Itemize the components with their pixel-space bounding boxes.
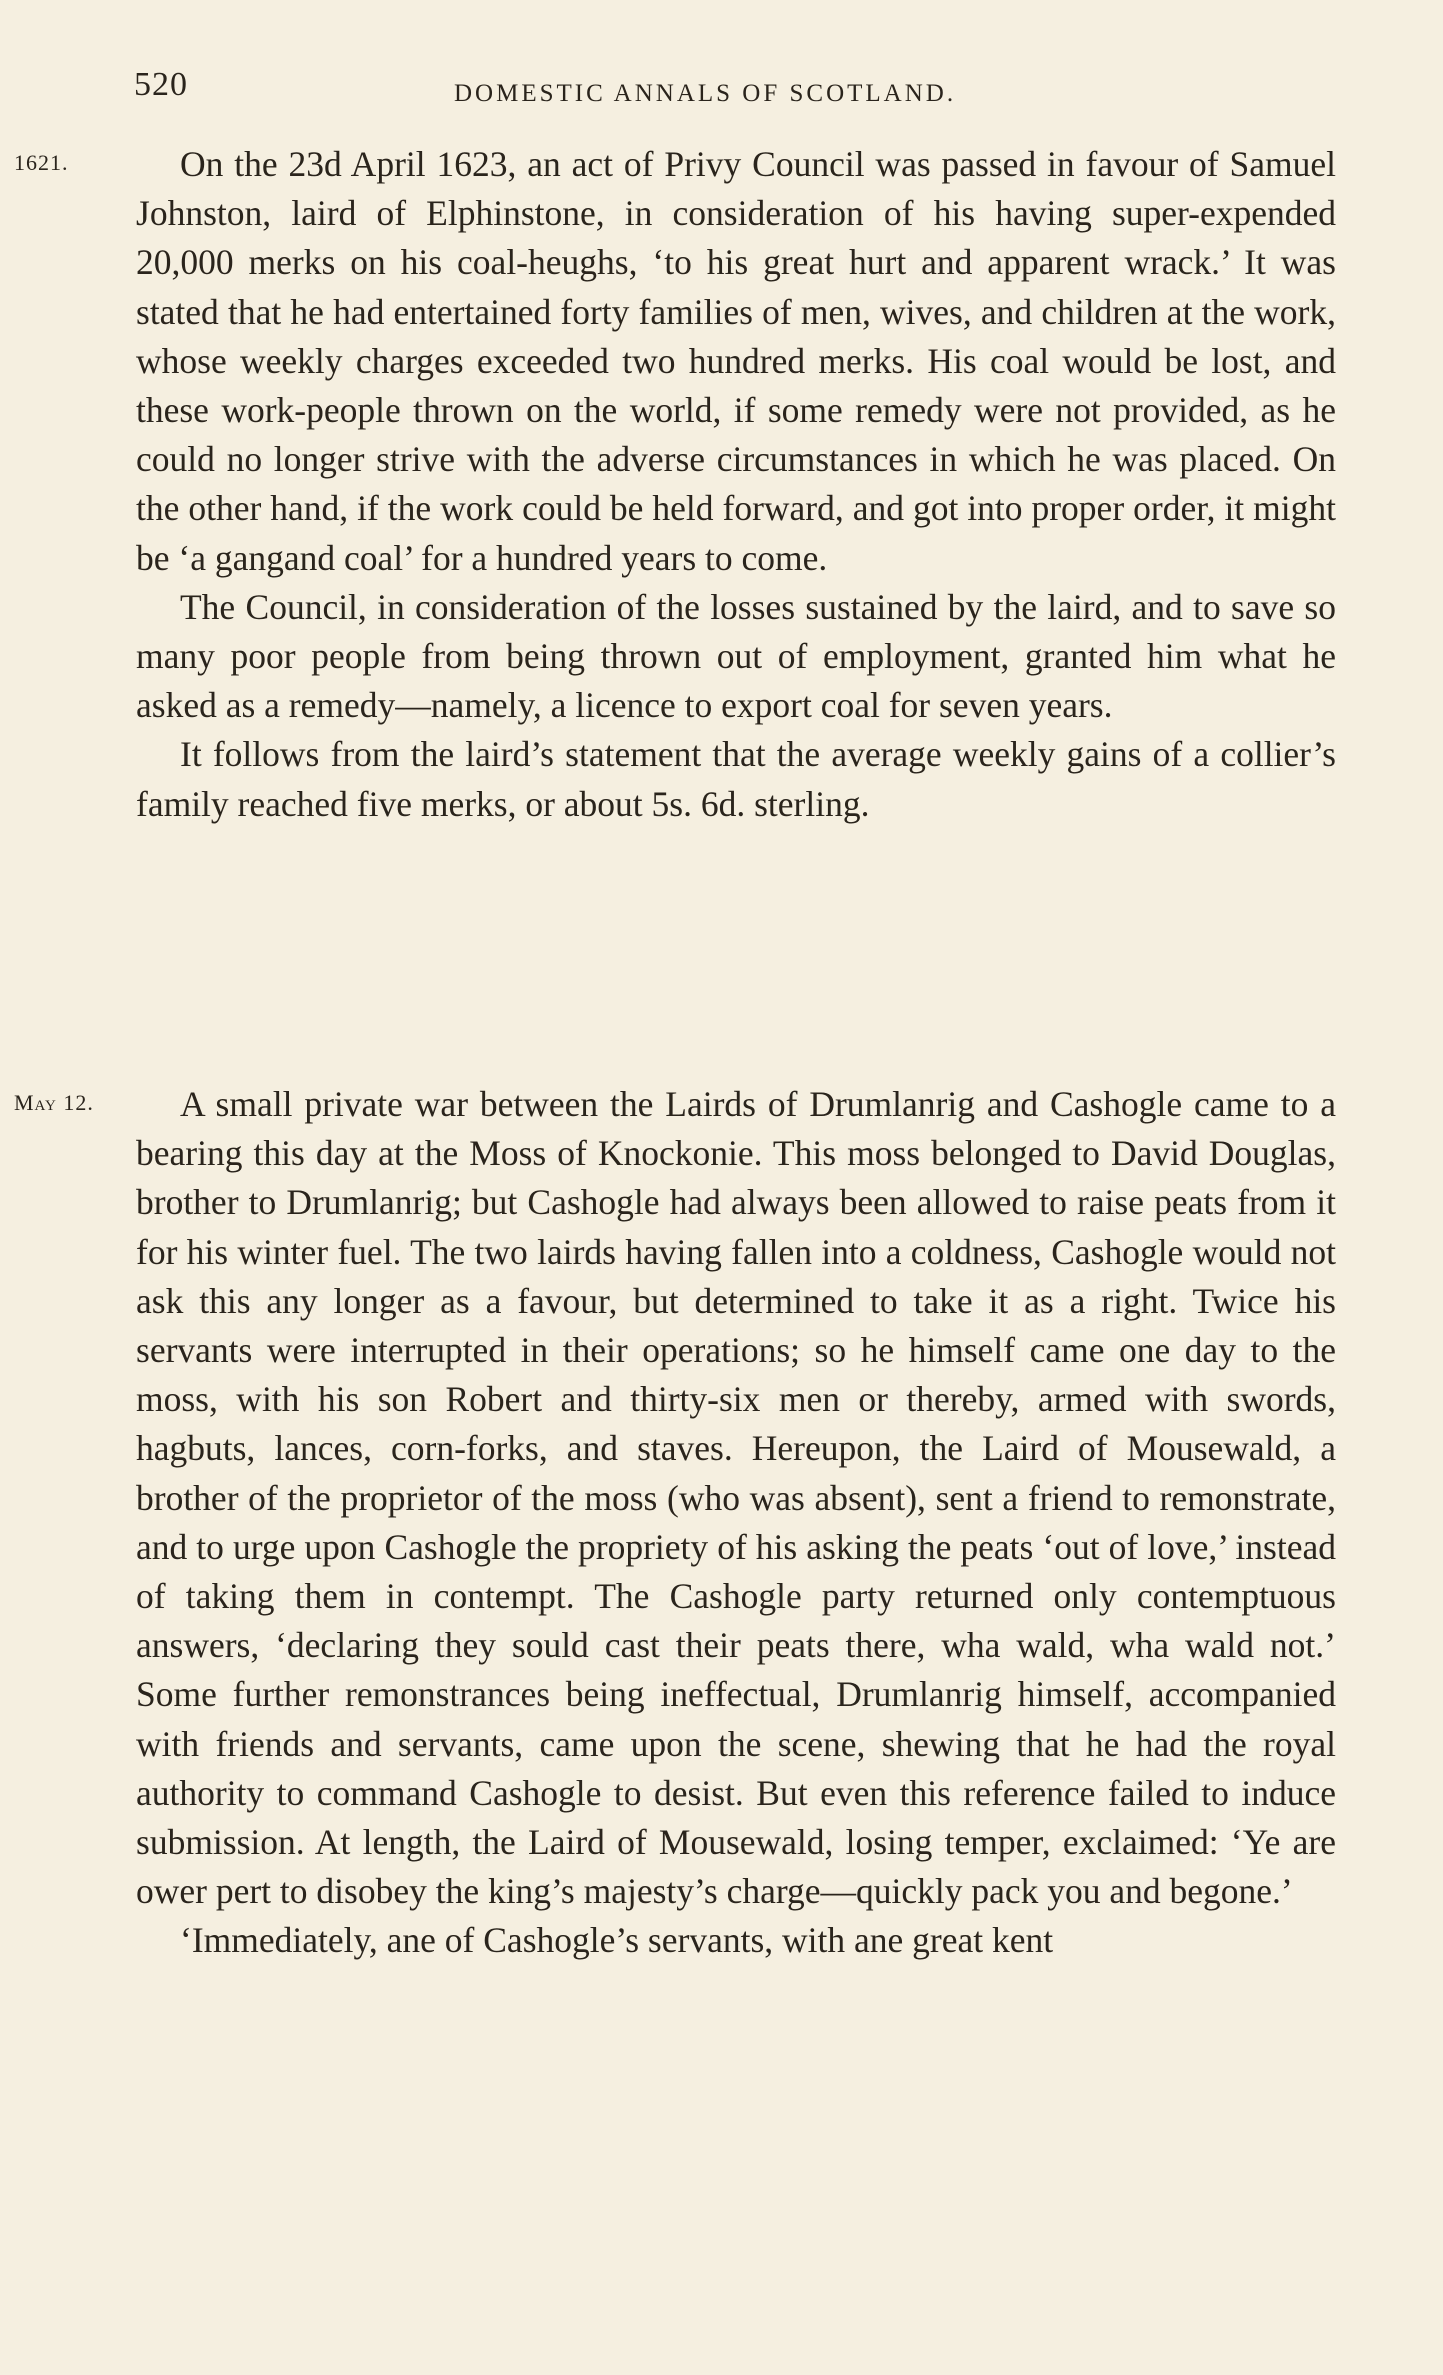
section-coal-heughs [136,140,1336,829]
page-header [134,66,1334,116]
margin-date-1621: 1621. [14,150,69,175]
margin-date-may-12: May 12. [14,1090,94,1115]
running-title: DOMESTIC ANNALS OF SCOTLAND. [454,80,957,107]
paragraph: The Council, in consideration of the losses sustained by the laird, and to save so many poor people from being thrown out of employment, granted him what he asked as a remedy—namely, a licence to export coal for seven years. [136,586,1336,726]
paragraph: A small private war between the Lairds of Drumlanrig and Cashogle came to a bearing this day at the Moss of Knockonie. This moss belonged to David Douglas, brother to Drumlanrig; but Cashogle had always been allowed to raise peats from it for his winter fuel. The two lairds having fallen into a coldness, Cashogle would not ask this any longer as a favour, but determined to take it as a right. Twice his servants were interrupted in their operations; so he himself came one day to the moss, with his son Robert and thirty-six men or thereby, armed with swords, hagbuts, lances, corn-forks, and staves. Hereupon, the Laird of Mousewald, a brother of the proprietor of the moss (who was absent), sent a friend to remonstrate, and to urge upon Cashogle the propriety of his asking the peats ‘out of love,’ instead of taking them in contempt. The Cashogle party returned only contemptuous answers, ‘declaring they sould cast their peats there, wha wald, wha wald not.’ Some further remonstrances being ineffectual, Drumlanrig himself, accompanied with friends and servants, came upon the scene, shewing that he had the royal authority to command Cashogle to desist. But even this reference failed to induce submission. At length, the Laird of Mousewald, losing temper, exclaimed: ‘Ye are ower pert to disobey the king’s majesty’s charge—quickly pack you and begone.’ [136,1084,1336,1912]
page-number: 520 [134,66,188,103]
paragraph: It follows from the laird’s statement that the average weekly gains of a collier’s family reached five merks, or about 5s. 6d. sterling. [136,734,1336,824]
paragraph: ‘Immediately, ane of Cashogle’s servants, with ane great kent [180,1920,1054,1961]
section-moss-of-knockonie [136,1080,1336,1966]
paragraph: On the 23d April 1623, an act of Privy Council was passed in favour of Samuel Johnston, laird of Elphinstone, in consideration of his having super-expended 20,000 merks on his coal-heughs, ‘to his great hurt and apparent wrack.’ It was stated that he had entertained forty families of men, wives, and children at the work, whose weekly charges exceeded two hundred merks. His coal would be lost, and these work-people thrown on the world, if some remedy were not provided, as he could no longer strive with the adverse circumstances in which he was placed. On the other hand, if the work could be held forward, and got into proper order, it might be ‘a gangand coal’ for a hundred years to come. [136,144,1336,578]
